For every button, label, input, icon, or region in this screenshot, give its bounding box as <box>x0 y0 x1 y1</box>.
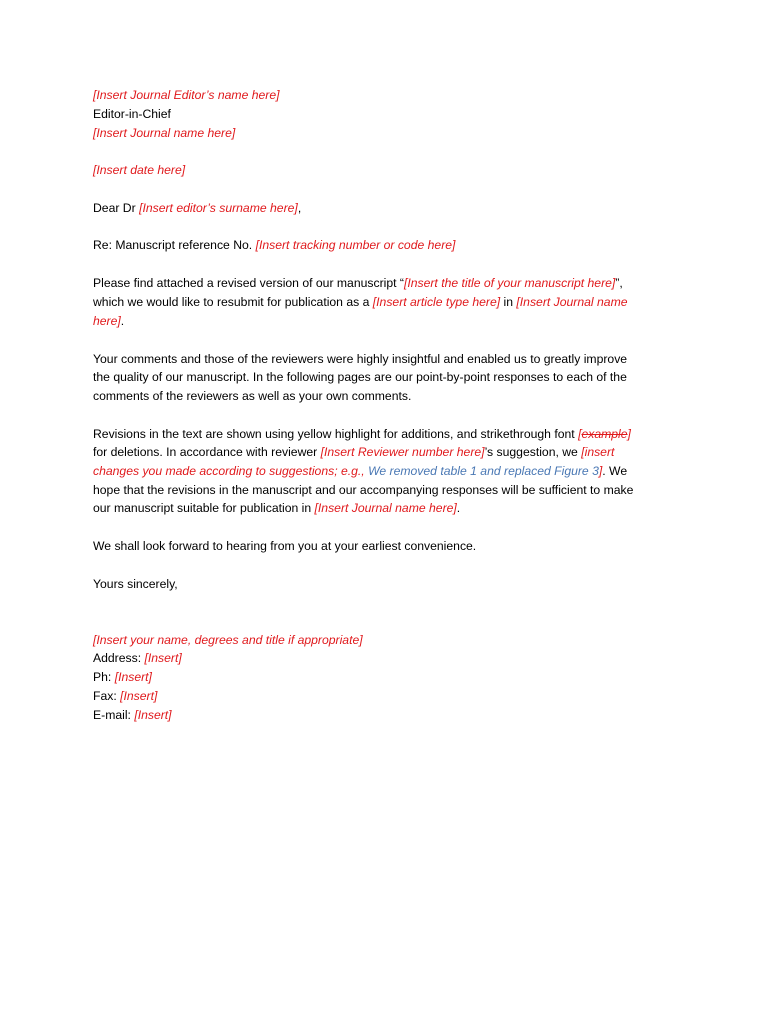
address-placeholder: [Insert] <box>144 651 182 665</box>
p3-text: . <box>456 501 461 515</box>
fax-label: Fax: <box>93 689 121 703</box>
email-line <box>93 707 172 723</box>
reviewer-number-placeholder: [Insert Reviewer number here] <box>320 445 485 459</box>
p3-text: ’s suggestion, we <box>484 445 582 459</box>
journal-name-placeholder: [Insert Journal name <box>516 295 628 309</box>
paragraph1-line3 <box>93 313 124 329</box>
journal-name-placeholder: [Insert Journal name here] <box>93 126 236 140</box>
manuscript-title-placeholder: [Insert the title of your manuscript here] <box>403 276 616 290</box>
p3-text: our manuscript suitable for publication in <box>93 501 315 515</box>
paragraph3-line4 <box>93 482 633 498</box>
paragraph3-line5 <box>93 500 460 516</box>
sign-off-text: Yours sincerely, <box>93 577 178 591</box>
paragraph2-line1 <box>93 351 627 367</box>
p3-text: hope that the revisions in the manuscript and our accompanying responses will be sufficient to make <box>93 483 634 497</box>
address-label: Address: <box>93 651 145 665</box>
paragraph3-line3 <box>93 463 627 479</box>
sign-off <box>93 576 178 592</box>
salutation <box>93 200 301 216</box>
p3-text: Revisions in the text are shown using yellow highlight for additions, and strikethrough font <box>93 427 579 441</box>
paragraph1-line2 <box>93 294 628 310</box>
changes-example: We removed table 1 and replaced Figure 3 <box>368 464 599 478</box>
paragraph3-line1 <box>93 426 631 442</box>
editor-role: Editor-in-Chief <box>93 107 171 121</box>
editor-name-line <box>93 87 280 103</box>
paragraph2-line2 <box>93 369 627 385</box>
journal-name-line <box>93 125 235 141</box>
p3-text: for deletions. In accordance with reviewer <box>93 445 321 459</box>
p2-text: comments of the reviewers as well as your own comments. <box>93 389 412 403</box>
changes-placeholder: changes you made according to suggestions; e.g., <box>93 464 369 478</box>
p2-text: Your comments and those of the reviewers were highly insightful and enabled us to greatly improve <box>93 352 628 366</box>
fax-line <box>93 688 157 704</box>
closing-text: We shall look forward to hearing from you at your earliest convenience. <box>93 539 477 553</box>
signature-name-placeholder: [Insert your name, degrees and title if appropriate] <box>93 633 363 647</box>
editor-name-placeholder: [Insert Journal Editor’s name here] <box>93 88 280 102</box>
paragraph2-line3 <box>93 388 411 404</box>
p3-text: . We <box>602 464 628 478</box>
p1-text: . <box>120 314 125 328</box>
closing-line <box>93 538 476 554</box>
address-line <box>93 650 182 666</box>
p2-text: the quality of our manuscript. In the following pages are our point-by-point responses to each of the <box>93 370 627 384</box>
example-bracket: ] <box>627 427 631 441</box>
editor-surname-placeholder: [Insert editor’s surname here] <box>139 201 298 215</box>
date-line <box>93 162 185 178</box>
example-bracket: [ <box>578 427 582 441</box>
journal-name-placeholder: [Insert Journal name here] <box>314 501 457 515</box>
p1-text: which we would like to resubmit for publication as a <box>93 295 373 309</box>
paragraph1-line1 <box>93 275 623 291</box>
reference-prefix: Re: Manuscript reference No. <box>93 238 256 252</box>
p1-text: ”, <box>615 276 623 290</box>
email-placeholder: [Insert] <box>134 708 172 722</box>
phone-label: Ph: <box>93 670 115 684</box>
p1-text: in <box>500 295 517 309</box>
email-label: E-mail: <box>93 708 135 722</box>
strikethrough-example: example <box>581 427 628 441</box>
fax-placeholder: [Insert] <box>120 689 158 703</box>
date-placeholder: [Insert date here] <box>93 163 186 177</box>
signature-name-line <box>93 632 363 648</box>
salutation-suffix: , <box>297 201 302 215</box>
salutation-prefix: Dear Dr <box>93 201 140 215</box>
phone-line <box>93 669 152 685</box>
journal-name-placeholder: here] <box>93 314 121 328</box>
p1-text: Please find attached a revised version of our manuscript “ <box>93 276 404 290</box>
changes-placeholder: [insert <box>581 445 615 459</box>
tracking-number-placeholder: [Insert tracking number or code here] <box>255 238 456 252</box>
reference-line <box>93 237 455 253</box>
article-type-placeholder: [Insert article type here] <box>372 295 501 309</box>
phone-placeholder: [Insert] <box>114 670 152 684</box>
editor-role-line <box>93 106 171 122</box>
changes-placeholder: ] <box>598 464 603 478</box>
paragraph3-line2 <box>93 444 614 460</box>
